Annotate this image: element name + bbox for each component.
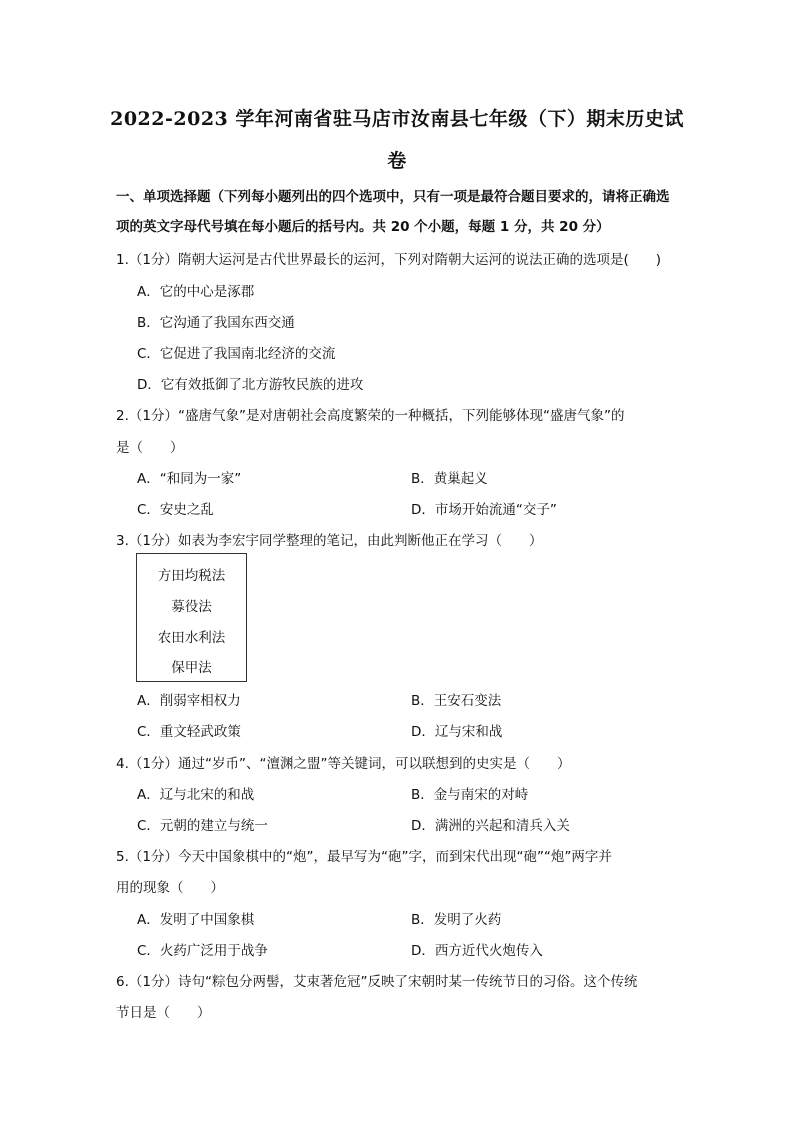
- question-2-stem-cont: 是（ ）: [116, 440, 184, 456]
- question-5-stem: 5.（1分）今天中国象棋中的“炮”，最早写为“砲”字，而到宋代出现“砲”“炮”两字并: [116, 849, 612, 865]
- exam-title-line-1: 2022-2023 学年河南省驻马店市汝南县七年级（下）期末历史试: [110, 108, 684, 130]
- notes-table: [136, 553, 247, 682]
- question-3-stem: 3.（1分）如表为李宏宇同学整理的笔记，由此判断他正在学习（ ）: [116, 533, 543, 549]
- question-6-stem: 6.（1分）诗句“粽包分两髻，艾束著危冠”反映了宋朝时某一传统节日的习俗。这个传统: [116, 974, 638, 990]
- question-2-option-c: C．安史之乱: [137, 502, 214, 518]
- question-1-option-c: C．它促进了我国南北经济的交流: [137, 346, 336, 362]
- question-1-option-a: A．它的中心是涿郡: [137, 284, 255, 300]
- notes-item: 募役法: [171, 599, 212, 615]
- question-6-stem-cont: 节日是（ ）: [116, 1005, 211, 1021]
- question-2-option-b: B．黄巢起义: [411, 471, 488, 487]
- question-2-stem: 2.（1分）“盛唐气象”是对唐朝社会高度繁荣的一种概括，下列能够体现“盛唐气象”的: [116, 408, 625, 424]
- question-5-stem-cont: 用的现象（ ）: [116, 880, 224, 896]
- notes-item: 保甲法: [171, 660, 212, 676]
- question-2-option-d: D．市场开始流通“交子”: [411, 502, 557, 518]
- question-4-option-c: C．元朝的建立与统一: [137, 818, 268, 834]
- question-4-option-d: D．满洲的兴起和清兵入关: [411, 818, 570, 834]
- question-5-option-d: D．西方近代火炮传入: [411, 943, 543, 959]
- question-4-option-a: A．辽与北宋的和战: [137, 787, 255, 803]
- question-3-option-b: B．王安石变法: [411, 693, 502, 709]
- question-1-stem: 1.（1分）隋朝大运河是古代世界最长的运河，下列对隋朝大运河的说法正确的选项是( ): [116, 252, 662, 268]
- question-5-option-a: A．发明了中国象棋: [137, 912, 255, 928]
- section-heading: 一、单项选择题（下列每小题列出的四个选项中，只有一项是最符合题目要求的，请将正确选项的英文字母代号填在每小题后的括号内。共 20 个小题，每题 1 分，共 20 分）: [116, 189, 670, 235]
- question-4-option-b: B．金与南宋的对峙: [411, 787, 529, 803]
- exam-title-line-2: 卷: [387, 150, 407, 172]
- question-1-option-b: B．它沟通了我国东西交通: [137, 315, 295, 331]
- question-1-option-d: D．它有效抵御了北方游牧民族的进攻: [137, 377, 364, 393]
- question-5-option-b: B．发明了火药: [411, 912, 502, 928]
- question-2-option-a: A．“和同为一家”: [137, 471, 242, 487]
- question-3-option-d: D．辽与宋和战: [411, 724, 503, 740]
- question-4-stem: 4.（1分）通过“岁币”、“澶渊之盟”等关键词，可以联想到的史实是（ ）: [116, 756, 571, 772]
- question-5-option-c: C．火药广泛用于战争: [137, 943, 268, 959]
- question-3-option-c: C．重文轻武政策: [137, 724, 241, 740]
- notes-item: 农田水利法: [157, 630, 226, 646]
- notes-item: 方田均税法: [157, 568, 226, 584]
- question-3-option-a: A．削弱宰相权力: [137, 693, 241, 709]
